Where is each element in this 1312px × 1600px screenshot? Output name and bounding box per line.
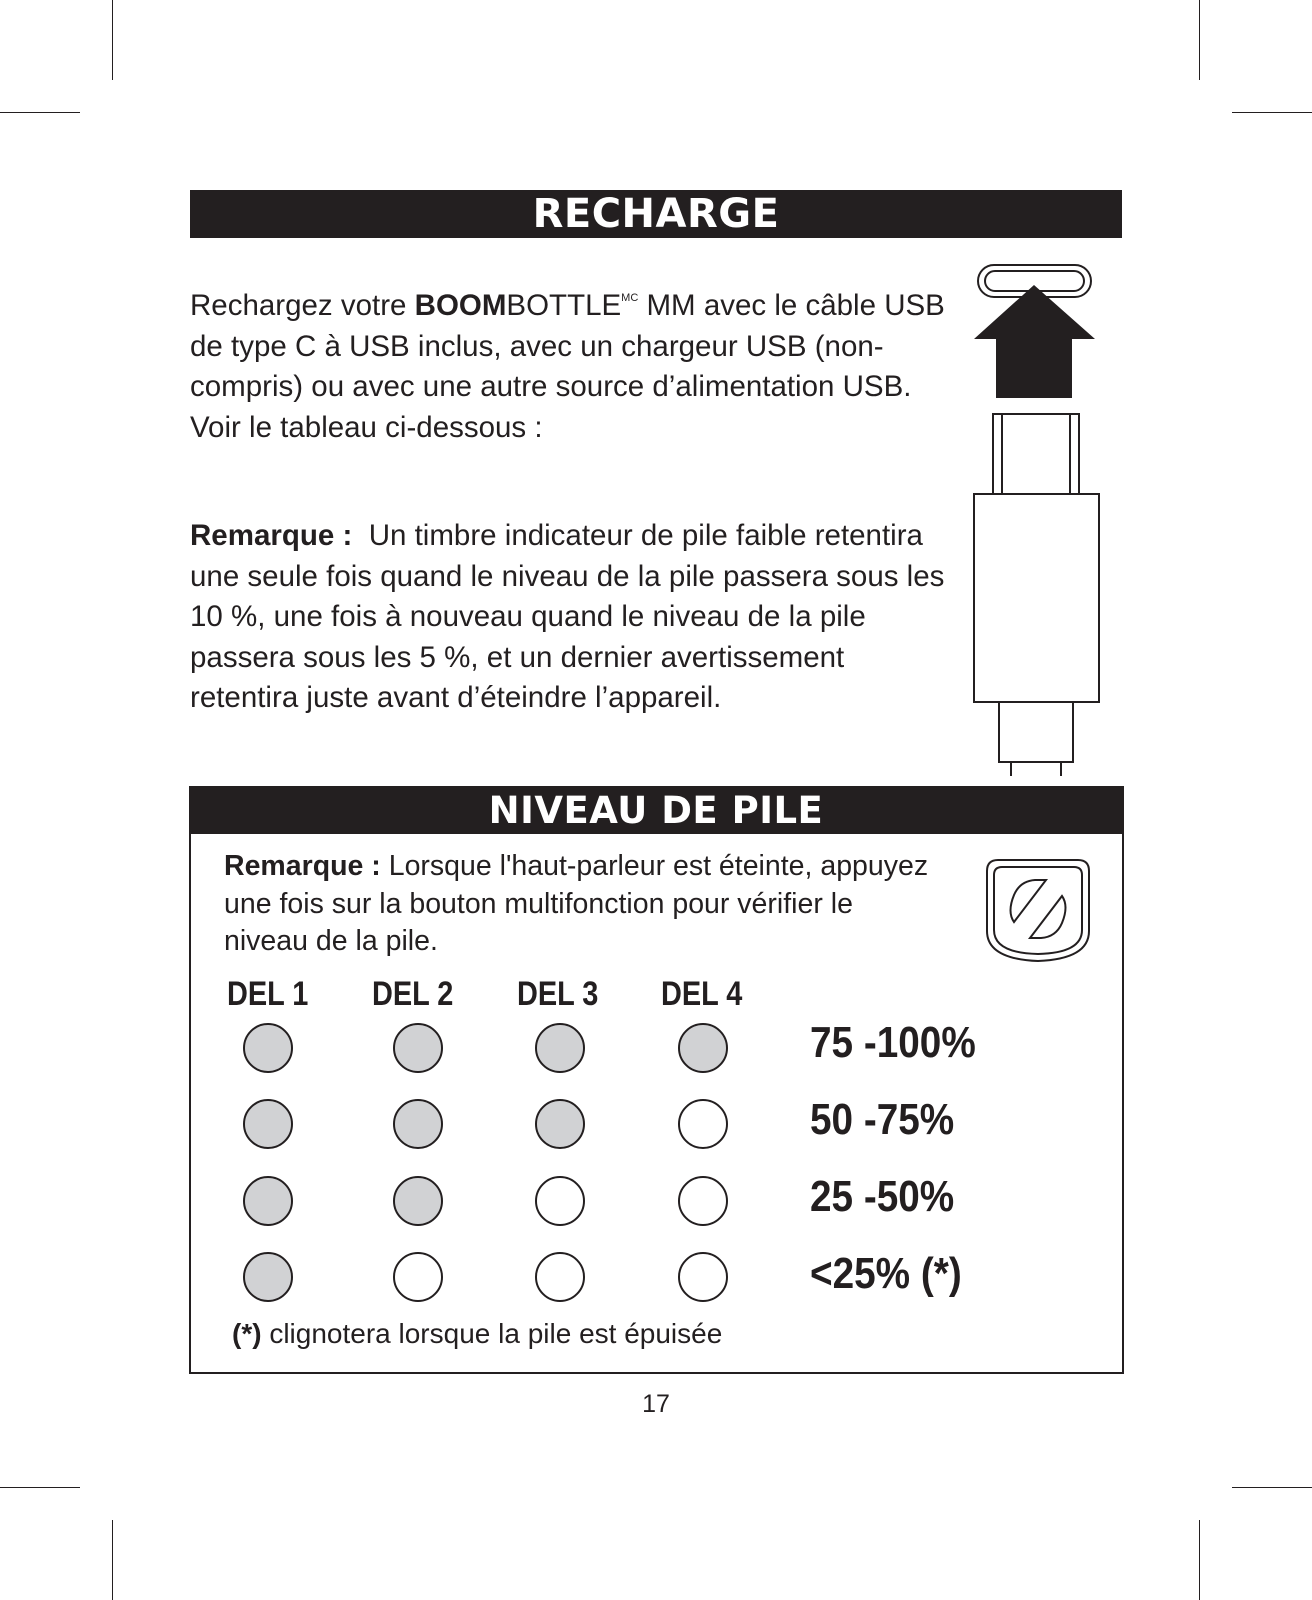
crop-mark xyxy=(1232,112,1312,113)
multifunction-button-icon xyxy=(983,855,1093,965)
note-label: Remarque : xyxy=(190,519,353,552)
battery-note xyxy=(224,848,944,961)
battery-footnote xyxy=(232,1318,722,1350)
level-range-3: 25 -50% xyxy=(810,1172,955,1221)
battery-level-heading: NIVEAU DE PILE xyxy=(190,786,1122,834)
usb-c-cable-icon xyxy=(970,262,1110,782)
level-range-4: <25% (*) xyxy=(810,1249,962,1298)
intro-prefix: Rechargez votre xyxy=(190,289,415,322)
brand-regular: BOTTLE xyxy=(506,289,622,322)
crop-mark xyxy=(112,0,113,80)
recharge-note xyxy=(190,516,950,719)
led-header-3: DEL 3 xyxy=(517,975,599,1013)
trademark-mark: MC xyxy=(621,292,639,304)
recharge-heading: RECHARGE xyxy=(190,190,1122,238)
crop-mark xyxy=(0,1487,80,1488)
battery-note-label: Remarque : xyxy=(224,850,381,882)
footnote-text: clignotera lorsque la pile est épuisée xyxy=(261,1318,723,1349)
footnote-symbol: (*) xyxy=(232,1318,262,1349)
crop-mark xyxy=(1199,1520,1200,1600)
note-text: Un timbre indicateur de pile faible retentira une seule fois quand le niveau de la pile passera sous les 10 %, une fois à nouveau quand le niveau de la pile passera sous les 5 %, et un dernier avertissement retentira juste avant d’éteindre l’appareil. xyxy=(190,519,945,714)
crop-mark xyxy=(1232,1487,1312,1488)
intro-rest: MM avec le câble USB de type C à USB inclus, avec un chargeur USB (non-compris) ou avec une autre source d’alimentation USB. Voir le tableau ci-dessous : xyxy=(190,289,945,444)
crop-mark xyxy=(112,1520,113,1600)
crop-mark xyxy=(1199,0,1200,80)
led-header-1: DEL 1 xyxy=(227,975,309,1013)
led-header-2: DEL 2 xyxy=(372,975,454,1013)
brand-bold: BOOM xyxy=(414,289,507,322)
recharge-intro xyxy=(190,286,950,448)
led-header-4: DEL 4 xyxy=(661,975,743,1013)
crop-mark xyxy=(0,112,80,113)
page-number: 17 xyxy=(642,1390,670,1418)
battery-note-text: Lorsque l'haut-parleur est éteinte, appuyez une fois sur la bouton multifonction pour vérifier le niveau de la pile. xyxy=(224,850,929,957)
level-range-2: 50 -75% xyxy=(810,1095,955,1144)
level-range-1: 75 -100% xyxy=(810,1018,976,1067)
